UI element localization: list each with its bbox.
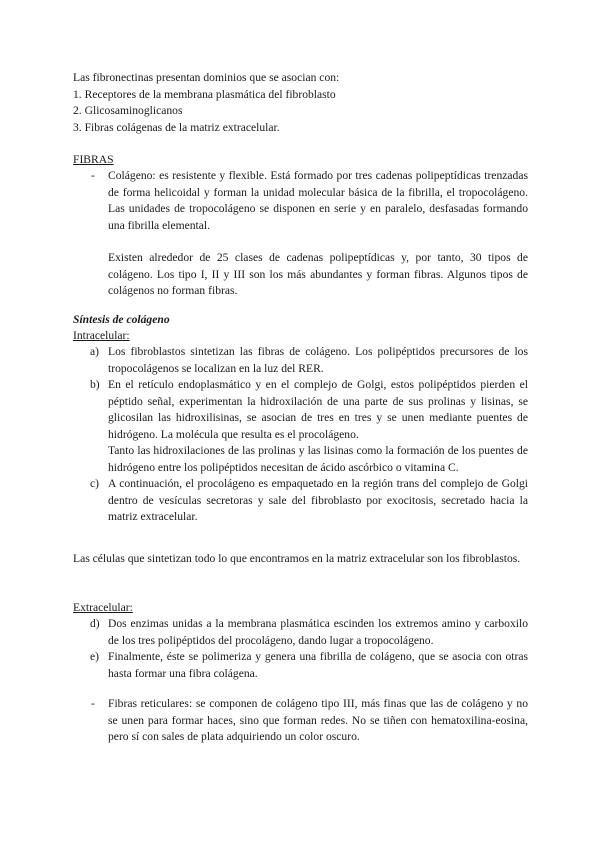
intro-lead: Las fibronectinas presentan dominios que se asocian con: — [73, 71, 340, 84]
intracelular-list — [73, 344, 528, 526]
list-marker: b) — [90, 378, 100, 391]
list-item-text: Dos enzimas unidas a la membrana plasmática escinden los extremos amino y carboxilo de los tres polipéptidos del procolágeno, dando lugar a tropocolágeno. — [108, 617, 528, 647]
reticulares-dash: - — [91, 697, 95, 710]
colageno-item — [73, 168, 528, 300]
list-item-text: Finalmente, éste se polimeriza y genera una fibrilla de colágeno, que se asocia con otras hasta formar una fibra colágena. — [108, 650, 528, 680]
list-item-text: Los fibroblastos sintetizan las fibras de colágeno. Los polipéptidos precursores de los tropocolágenos se localizan en la luz del RER. — [108, 345, 528, 375]
list-marker: d) — [90, 617, 100, 630]
list-item — [73, 616, 528, 649]
intro-item-2: 2. Glicosaminoglicanos — [73, 104, 183, 117]
list-item — [73, 476, 528, 526]
list-item-text: En el retículo endoplasmático y en el complejo de Golgi, estos polipéptidos pierden el péptido señal, experimentan la hidroxilación de una parte de sus prolinas y lisinas, se glicosilan las hidroxilisinas, se asocian de tres en tres y se unen mediante puentes de hidrógeno. La molécula que resulta es el procolágeno. — [108, 378, 528, 441]
intracelular-label: Intracelular: — [73, 329, 130, 342]
list-item — [73, 377, 528, 476]
extracelular-list — [73, 616, 528, 682]
colageno-paragraph-2: Existen alrededor de 25 clases de cadenas polipeptídicas y, por tanto, 30 tipos de colágeno. Los tipo I, II y III son los más abundantes y forman fibras. Algunos tipos de colágenos no forman fibras. — [108, 251, 528, 297]
fibras-heading: FIBRAS — [73, 153, 114, 166]
list-marker: a) — [90, 345, 100, 358]
celulas-note: Las células que sintetizan todo lo que encontramos en la matriz extracelular son los fibroblastos. — [73, 552, 521, 565]
list-marker: e) — [90, 650, 100, 663]
extracelular-label: Extracelular: — [73, 601, 133, 614]
list-item — [73, 649, 528, 682]
list-marker: c) — [90, 477, 100, 490]
reticulares-item — [73, 696, 528, 746]
colageno-paragraph-1: Colágeno: es resistente y flexible. Está formado por tres cadenas polipeptídicas trenzadas de forma helicoidal y forman la unidad molecular básica de la fibrilla, el tropocolágeno. Las unidades de tropocolágeno se disponen en serie y en paralelo, desfasadas formando una fibrilla elemental. — [108, 169, 528, 232]
reticulares-text: Fibras reticulares: se componen de colágeno tipo III, más finas que las de colágeno y no se unen para formar haces, sino que forman redes. No se tiñen con hematoxilina-eosina, pero sí con sales de plata adquiriendo un color oscuro. — [108, 697, 528, 743]
list-item — [73, 344, 528, 377]
colageno-dash: - — [91, 169, 95, 182]
intro-item-3: 3. Fibras colágenas de la matriz extracelular. — [73, 120, 280, 134]
fibronectin-intro — [73, 70, 528, 136]
intro-item-1: 1. Receptores de la membrana plasmática del fibroblasto — [73, 87, 336, 101]
list-item-extra-text: Tanto las hidroxilaciones de las prolinas y las lisinas como la formación de los puentes de hidrógeno entre los polipéptidos necesitan de ácido ascórbico o vitamina C. — [108, 444, 528, 474]
list-item-text: A continuación, el procolágeno es empaquetado en la región trans del complejo de Golgi dentro de vesículas secretoras y sale del fibroblasto por exocitosis, secretado hacia la matriz extracelular. — [108, 477, 528, 523]
sintesis-heading: Síntesis de colágeno — [73, 313, 170, 326]
